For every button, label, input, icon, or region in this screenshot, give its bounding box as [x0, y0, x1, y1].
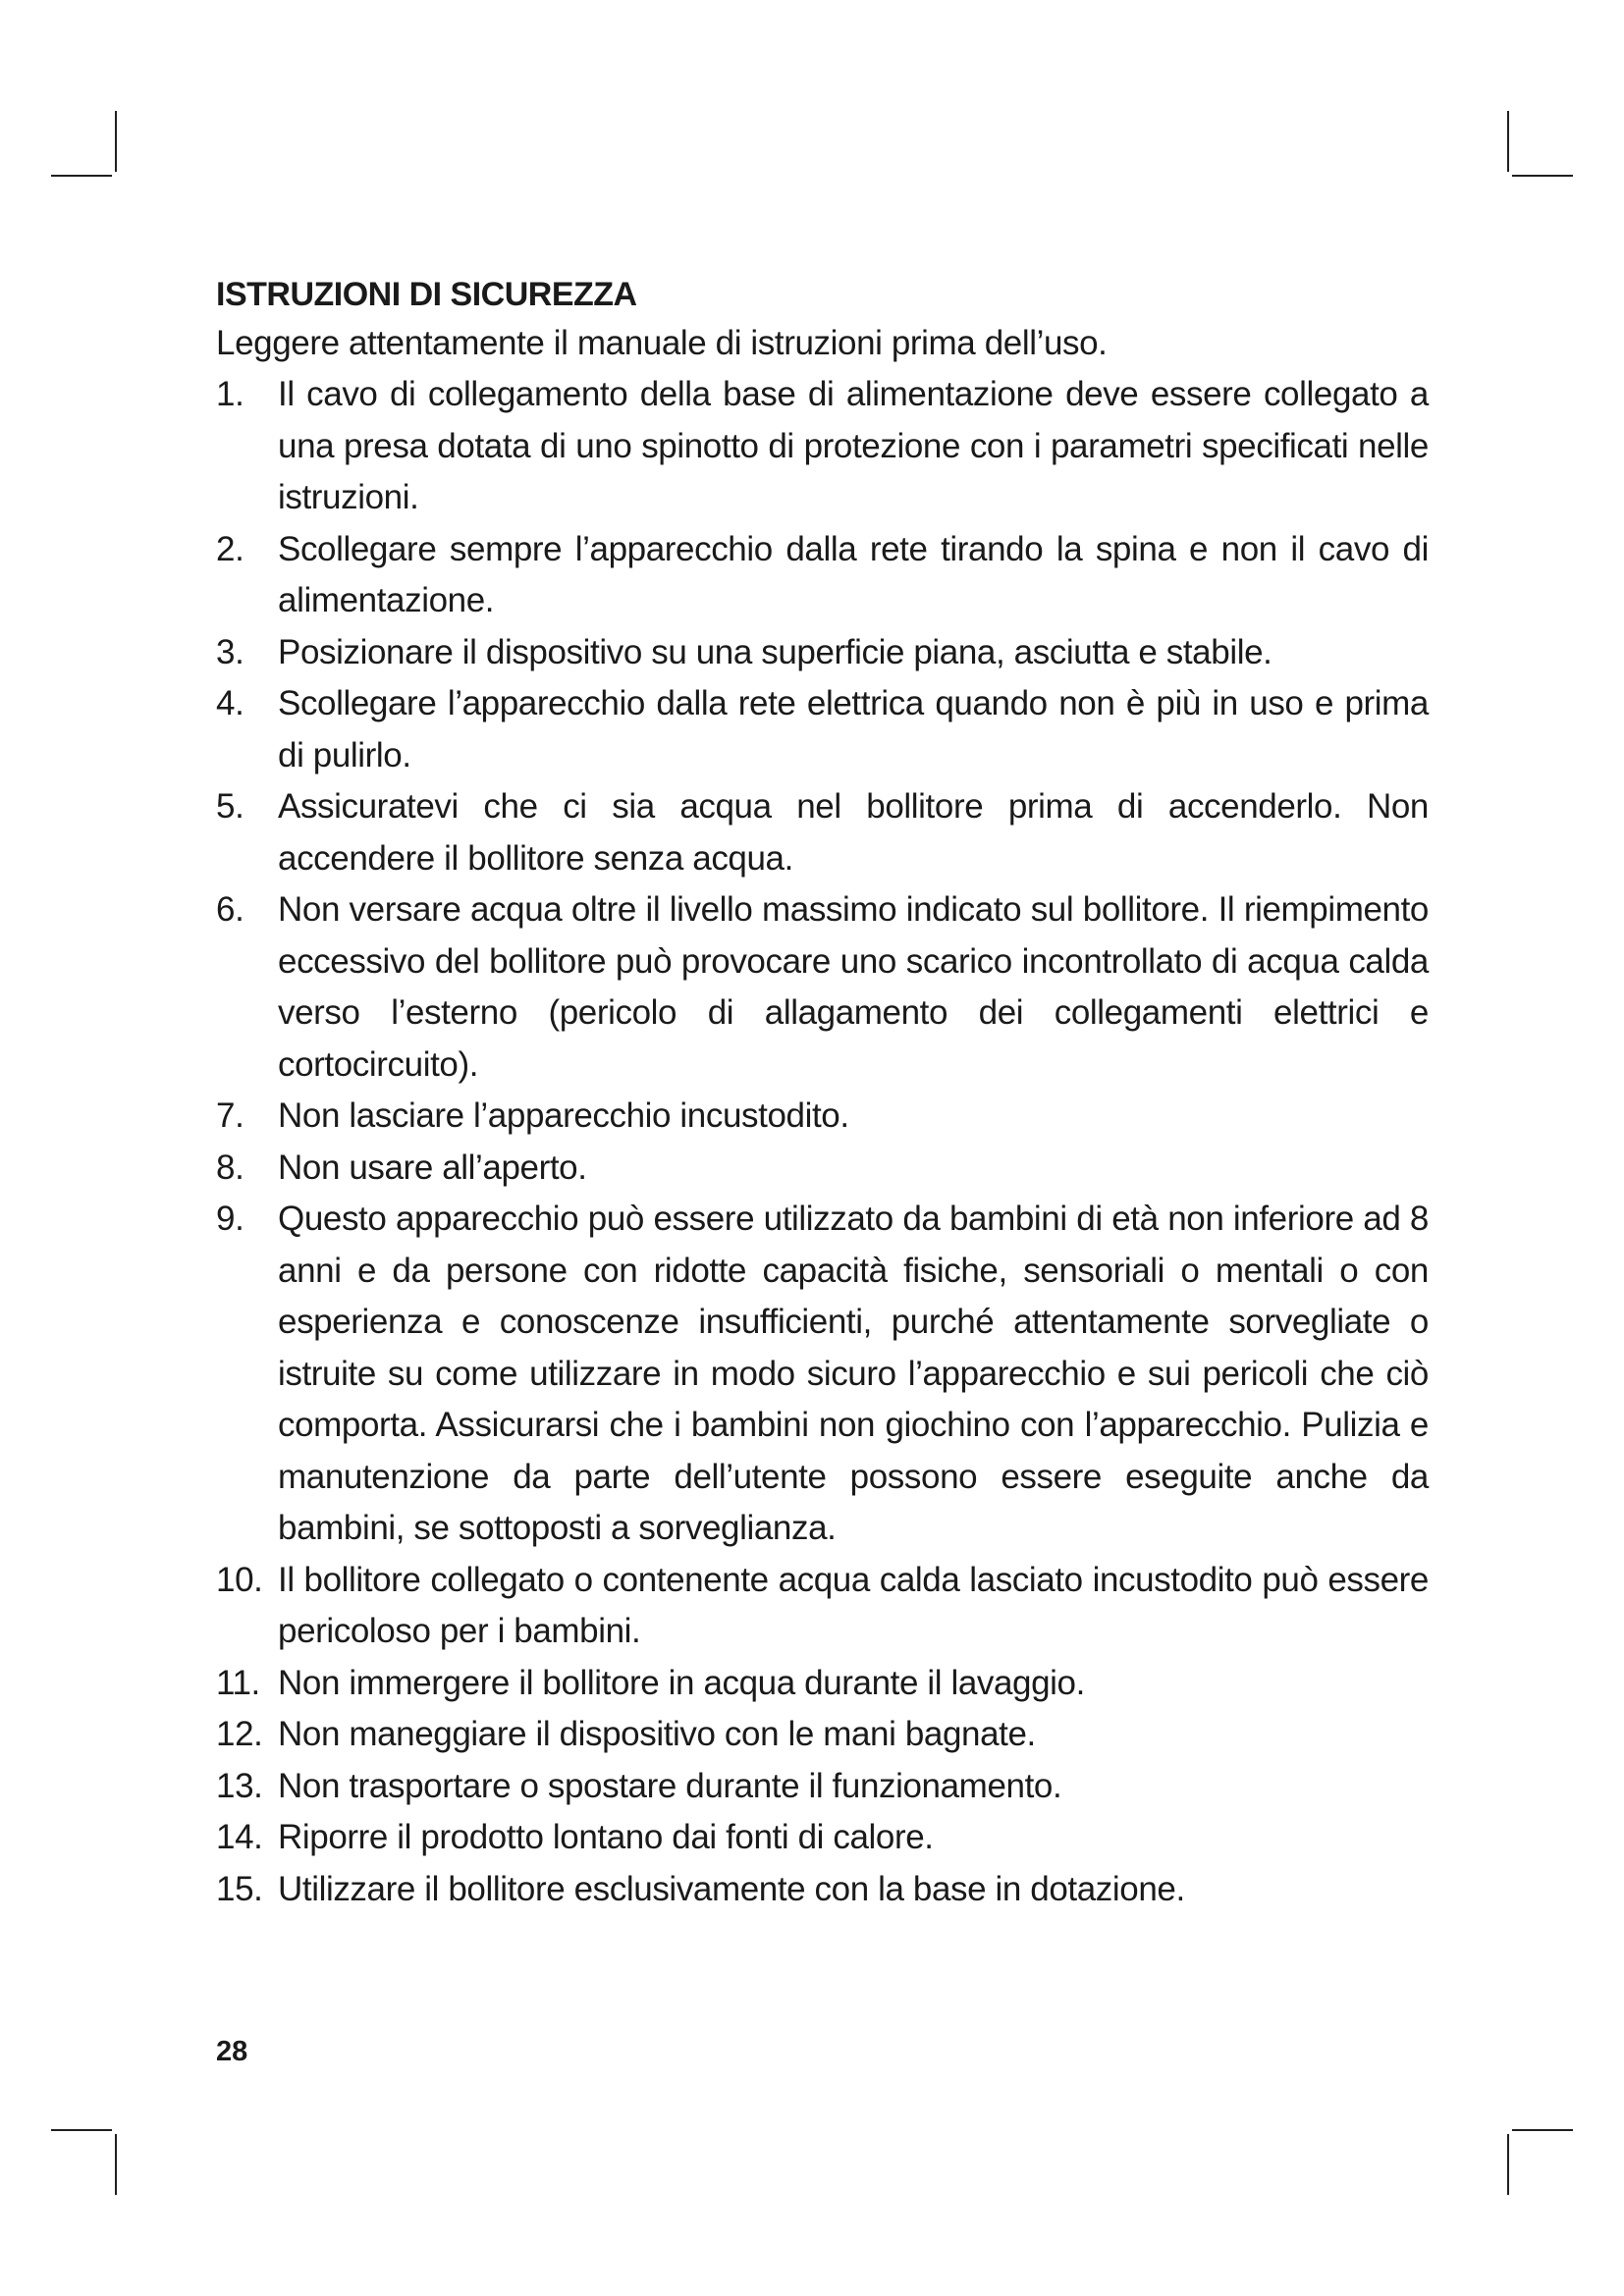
- item-number: 1.: [216, 375, 244, 413]
- item-text: Riporre il prodotto lontano dai fonti di calore.: [278, 1818, 934, 1856]
- list-item: [216, 1658, 1429, 1710]
- crop-mark-top-left-horizontal: [51, 175, 112, 177]
- list-item: [216, 1761, 1429, 1813]
- item-number: 10.: [216, 1560, 263, 1599]
- crop-mark-bottom-left-vertical: [115, 2134, 117, 2195]
- list-item: [216, 1709, 1429, 1761]
- item-number: 9.: [216, 1200, 244, 1238]
- item-number: 4.: [216, 684, 244, 722]
- item-number: 12.: [216, 1715, 263, 1753]
- list-item: [216, 678, 1429, 781]
- list-item: [216, 1555, 1429, 1658]
- crop-mark-bottom-right-horizontal: [1512, 2129, 1573, 2131]
- item-text: Utilizzare il bollitore esclusivamente con la base in dotazione.: [278, 1869, 1185, 1908]
- crop-mark-bottom-left-horizontal: [51, 2129, 112, 2131]
- crop-mark-top-left-vertical: [115, 111, 117, 172]
- item-text: Non trasportare o spostare durante il funzionamento.: [278, 1766, 1062, 1805]
- item-number: 6.: [216, 890, 244, 929]
- item-number: 15.: [216, 1869, 263, 1908]
- item-text: Non immergere il bollitore in acqua durante il lavaggio.: [278, 1663, 1085, 1702]
- safety-instructions-list: [216, 369, 1429, 1915]
- item-text: Il cavo di collegamento della base di alimentazione deve essere collegato a una presa dotata di uno spinotto di protezione con i parametri specificati nelle istruzioni.: [278, 375, 1429, 516]
- item-text: Scollegare sempre l’apparecchio dalla rete tirando la spina e non il cavo di alimentazione.: [278, 529, 1429, 619]
- item-text: Scollegare l’apparecchio dalla rete elettrica quando non è più in uso e prima di pulirlo.: [278, 684, 1429, 774]
- item-text: Non versare acqua oltre il livello massimo indicato sul bollitore. Il riempimento eccessivo del bollitore può provocare uno scarico incontrollato di acqua calda verso l’esterno (pericolo di allagamento dei collegamenti elettrici e cortocircuito).: [278, 890, 1429, 1084]
- item-text: Posizionare il dispositivo su una superficie piana, asciutta e stabile.: [278, 632, 1272, 671]
- item-number: 14.: [216, 1818, 263, 1856]
- list-item: [216, 1091, 1429, 1143]
- list-item: [216, 627, 1429, 679]
- page-content: [216, 271, 1429, 1915]
- list-item: [216, 781, 1429, 884]
- list-item: [216, 1812, 1429, 1864]
- list-item: [216, 1143, 1429, 1195]
- list-item: [216, 1864, 1429, 1916]
- item-text: Assicuratevi che ci sia acqua nel bollitore prima di accenderlo. Non accendere il bollitore senza acqua.: [278, 787, 1429, 878]
- section-intro: Leggere attentamente il manuale di istruzioni prima dell’uso.: [216, 324, 1108, 362]
- item-number: 13.: [216, 1766, 263, 1805]
- item-text: Non lasciare l’apparecchio incustodito.: [278, 1096, 849, 1135]
- page-number: 28: [216, 2036, 248, 2067]
- crop-mark-top-right-vertical: [1507, 111, 1509, 172]
- item-number: 5.: [216, 787, 244, 826]
- item-number: 3.: [216, 632, 244, 671]
- item-number: 2.: [216, 529, 244, 568]
- list-item: [216, 369, 1429, 524]
- crop-mark-top-right-horizontal: [1512, 175, 1573, 177]
- item-number: 7.: [216, 1096, 244, 1135]
- section-title: ISTRUZIONI DI SICUREZZA: [216, 276, 637, 313]
- item-text: Non maneggiare il dispositivo con le mani bagnate.: [278, 1715, 1036, 1753]
- item-text: Questo apparecchio può essere utilizzato da bambini di età non inferiore ad 8 anni e da persone con ridotte capacità fisiche, sensoriali o mentali o con esperienza e conoscenze insufficienti, purché attentamente sorvegliate o istruite su come utilizzare in modo sicuro l’apparecchio e sui pericoli che ciò comporta. Assicurarsi che i bambini non giochino con l’apparecchio. Pulizia e manutenzione da parte dell’utente possono essere eseguite anche da bambini, se sottoposti a sorveglianza.: [278, 1200, 1429, 1547]
- item-text: Il bollitore collegato o contenente acqua calda lasciato incustodito può essere pericoloso per i bambini.: [278, 1560, 1429, 1650]
- item-number: 8.: [216, 1148, 244, 1187]
- list-item: [216, 524, 1429, 627]
- list-item: [216, 1194, 1429, 1555]
- item-number: 11.: [216, 1663, 260, 1702]
- crop-mark-bottom-right-vertical: [1507, 2134, 1509, 2195]
- list-item: [216, 884, 1429, 1091]
- item-text: Non usare all’aperto.: [278, 1148, 587, 1187]
